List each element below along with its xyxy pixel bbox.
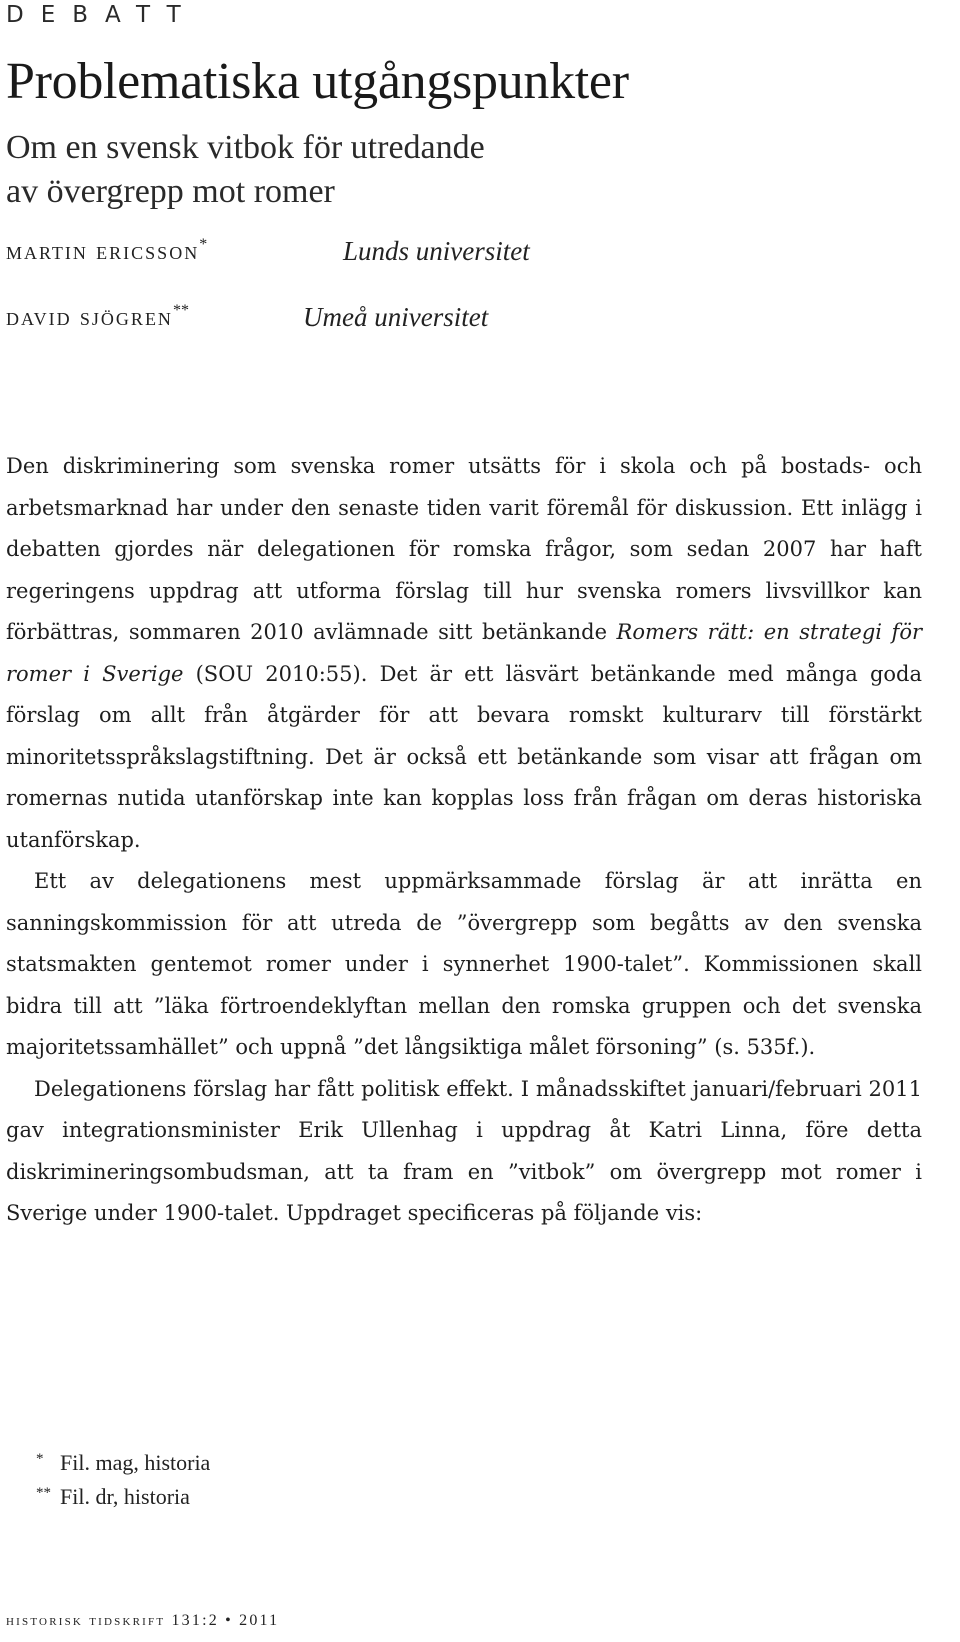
journal-footer: historisk tidskrift 131:2 • 2011 (6, 1612, 280, 1629)
author-name-text: david sjögren (6, 304, 173, 331)
footnote (36, 1444, 210, 1478)
author-affiliation: Lunds universitet (343, 236, 530, 266)
author-name (6, 302, 189, 332)
footnote (36, 1478, 210, 1512)
paragraph-text: (SOU 2010:55). Det är ett läsvärt betänkande med många goda förslag om allt från åtgärder för att bevara romskt kulturarv till förstärkt minoritetsspråkslagstiftning. Det är också ett betänkande som visar att frågan om romernas nutida utanförskap inte kan kopplas loss från frågan om deras historiska utanförskap. (6, 661, 922, 852)
paragraph-text: Den diskriminering som svenska romer utsätts för i skola och på bostads- och arbetsmarknad har under den senaste tiden varit föremål för diskussion. Ett inlägg i debatten gjordes när delegationen för romska frågor, som sedan 2007 har haft regeringens uppdrag att utforma förslag till hur svenska romers livsvillkor kan förbättras, sommaren 2010 avlämnade sitt betänkande (6, 454, 922, 644)
footnote-text: Fil. dr, historia (60, 1484, 190, 1509)
author-footnote-marker: * (199, 236, 208, 253)
footnote-text: Fil. mag, historia (60, 1450, 211, 1475)
author-footnote-marker: ** (172, 302, 189, 319)
author-name (6, 236, 207, 266)
author-name-text: martin ericsson (6, 238, 200, 265)
section-label: DEBATT (6, 2, 198, 28)
cited-report-title: Romers rätt: en strategi för romer i Sverige (6, 620, 922, 686)
article-subtitle (6, 126, 485, 214)
paragraph: Delegationens förslag har fått politisk effekt. I månadsskiftet januari/februari 2011 gav integrationsminister Erik Ullenhag i uppdrag åt Katri Linna, före detta diskrimineringsombudsman, att ta fram en ”vitbok” om övergrepp mot romer i Sverige under 1900-talet. Uppdraget specificeras på följande vis: (6, 1076, 922, 1225)
footnote-marker: ** (36, 1485, 51, 1501)
paragraph: Ett av delegationens mest uppmärksammade förslag är att inrätta en sanningskommission för att utreda de ”övergrepp som begåtts av den svenska statsmakten gentemot romer under i synnerhet 1900-talet”. Kommissionen skall bidra till att ”läka förtroendeklyftan mellan den romska gruppen och det svenska majoritetssamhället” och uppnå ”det långsiktiga målet försoning” (s. 535f.). (6, 869, 922, 1059)
subtitle-line-1: Om en svensk vitbok för utredande (6, 129, 485, 166)
author-affiliation: Umeå universitet (303, 302, 489, 332)
paragraph (6, 446, 922, 861)
footnote-marker: * (36, 1451, 44, 1467)
article-title: Problematiska utgångspunkter (6, 53, 629, 110)
footnotes (36, 1444, 210, 1512)
subtitle-line-2: av övergrepp mot romer (6, 173, 335, 210)
article-body (6, 446, 922, 1235)
